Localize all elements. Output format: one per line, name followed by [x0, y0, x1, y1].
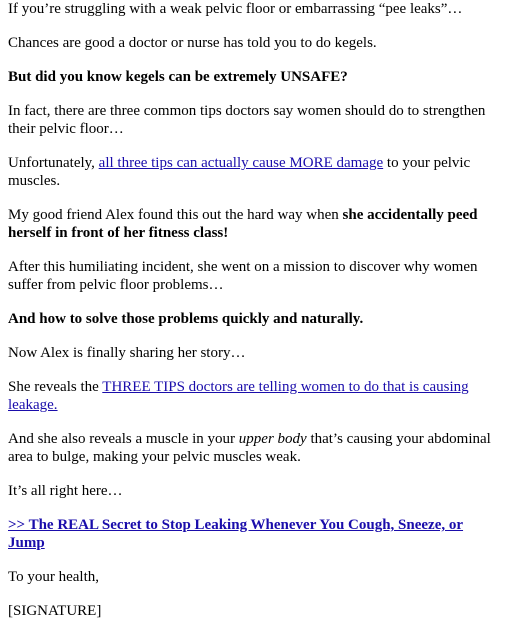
solve-bold-text: And how to solve those problems quickly and naturally. [8, 311, 364, 327]
right-here-paragraph [8, 482, 503, 500]
cta-paragraph [8, 516, 503, 552]
closing-text: To your health, [8, 569, 100, 585]
story-paragraph [8, 344, 503, 362]
muscle-text-before: And she also reveals a muscle in your [8, 431, 239, 447]
unsafe-question-text: But did you know kegels can be extremely UNSAFE? [8, 69, 348, 85]
kegels-paragraph [8, 34, 503, 52]
alex-bold-text: she accidentally peed herself in front of her fitness class! [8, 207, 478, 241]
damage-text-before: Unfortunately, [8, 155, 99, 171]
story-text: Now Alex is finally sharing her story… [8, 345, 246, 361]
right-here-text: It’s all right here… [8, 483, 123, 499]
signature-text: [SIGNATURE] [8, 603, 102, 619]
three-tips-paragraph [8, 102, 503, 138]
damage-paragraph [8, 154, 503, 190]
kegels-text: Chances are good a doctor or nurse has told you to do kegels. [8, 35, 377, 51]
intro-text: If you’re struggling with a weak pelvic floor or embarrassing “pee leaks”… [8, 1, 463, 17]
alex-paragraph [8, 206, 503, 242]
three-tips-text: In fact, there are three common tips doctors say women should do to strengthen their pelvic floor… [8, 103, 486, 137]
damage-link[interactable]: all three tips can actually cause MORE damage [98, 155, 384, 171]
closing-paragraph [8, 568, 503, 586]
solve-paragraph [8, 310, 503, 328]
reveals-paragraph [8, 378, 503, 414]
mission-paragraph [8, 258, 503, 294]
three-tips-link[interactable]: THREE TIPS doctors are telling women to do that is causing leakage. [8, 379, 469, 413]
muscle-paragraph [8, 430, 503, 466]
unsafe-question [8, 68, 503, 86]
reveals-text-before: She reveals the [8, 379, 103, 395]
alex-text: My good friend Alex found this out the hard way when [8, 207, 343, 223]
intro-paragraph [8, 0, 503, 18]
signature-paragraph [8, 602, 503, 620]
muscle-text-after: that’s causing your abdominal area to bulge, making your pelvic muscles weak. [8, 431, 491, 465]
cta-link-text: >> The REAL Secret to Stop Leaking Whenever You Cough, Sneeze, or Jump [8, 517, 464, 551]
mission-text: After this humiliating incident, she went on a mission to discover why women suffer from pelvic floor problems… [8, 259, 478, 293]
muscle-italic-text: upper body [238, 431, 307, 447]
damage-text-after: to your pelvic muscles. [8, 155, 471, 189]
cta-link[interactable] [8, 517, 463, 551]
